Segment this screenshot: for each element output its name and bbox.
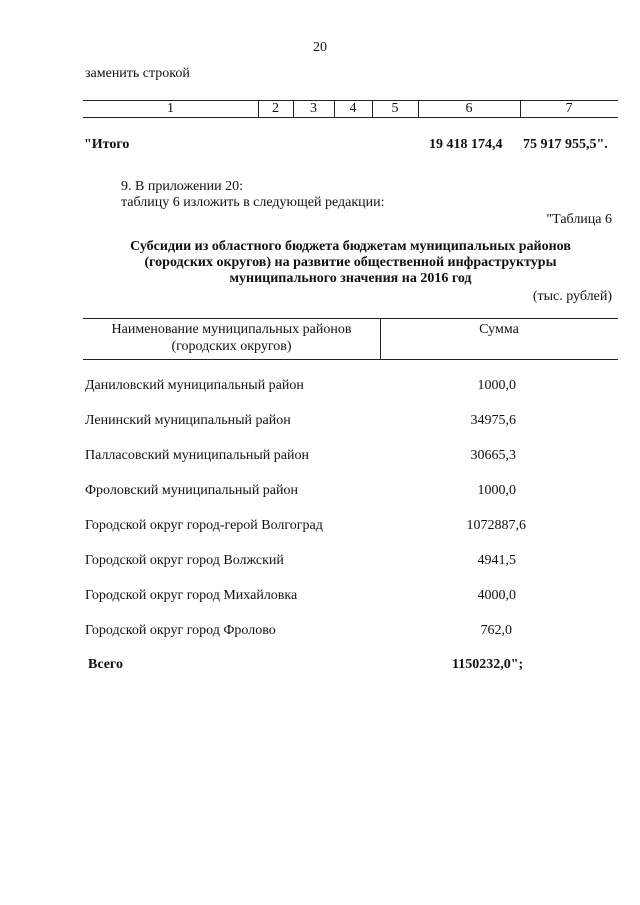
total-row-value-6: 19 418 174,4 [429, 137, 503, 152]
instruction: таблицу 6 изложить в следующей редакции: [121, 195, 385, 210]
table-total-sum: 1150232,0"; [452, 657, 524, 672]
column-number-3: 3 [310, 101, 317, 116]
table-total-label: Всего [88, 657, 123, 672]
page-number: 20 [313, 40, 327, 55]
table-row-name: Городской округ город-герой Волгоград [85, 518, 323, 533]
table-row-sum: 4941,5 [477, 553, 516, 568]
table-row-name: Ленинский муниципальный район [85, 413, 291, 428]
item-9: 9. В приложении 20: [121, 179, 244, 194]
table-row-sum: 4000,0 [477, 588, 516, 603]
table-row-sum: 34975,6 [470, 413, 516, 428]
total-row-value-7: 75 917 955,5". [523, 137, 608, 152]
column-number-4: 4 [349, 101, 357, 116]
header-name-line-2: (городских округов) [171, 339, 292, 354]
replace-line-label: заменить строкой [85, 66, 190, 81]
table-title-line-3: муниципального значения на 2016 год [229, 271, 472, 286]
total-row-label: "Итого [84, 137, 130, 152]
table-title-line-1: Субсидии из областного бюджета бюджетам муниципальных районов [130, 239, 571, 254]
column-number-2: 2 [272, 101, 279, 116]
table-row-name: Даниловский муниципальный район [85, 378, 304, 393]
table-row-sum: 30665,3 [470, 448, 516, 463]
units-label: (тыс. рублей) [532, 289, 612, 304]
column-number-6: 6 [465, 101, 473, 116]
header-sum: Сумма [479, 322, 519, 337]
column-number-5: 5 [391, 101, 399, 116]
table-row-sum: 1072887,6 [466, 518, 526, 533]
table-row-name: Городской округ город Михайловка [85, 588, 298, 603]
table-reference: "Таблица 6 [546, 212, 612, 227]
table-title-line-2: (городских округов) на развитие общественной инфраструктуры [144, 255, 557, 270]
header-name-line-1: Наименование муниципальных районов [111, 322, 352, 337]
column-number-7: 7 [565, 101, 573, 116]
table-row-sum: 762,0 [480, 623, 512, 638]
table-row-sum: 1000,0 [477, 378, 516, 393]
table-row-name: Городской округ город Волжский [85, 553, 284, 568]
table-row-name: Городской округ город Фролово [85, 623, 276, 638]
table-row-name: Палласовский муниципальный район [85, 448, 309, 463]
table-row-sum: 1000,0 [477, 483, 516, 498]
column-number-1: 1 [167, 101, 174, 116]
table-row-name: Фроловский муниципальный район [85, 483, 299, 498]
